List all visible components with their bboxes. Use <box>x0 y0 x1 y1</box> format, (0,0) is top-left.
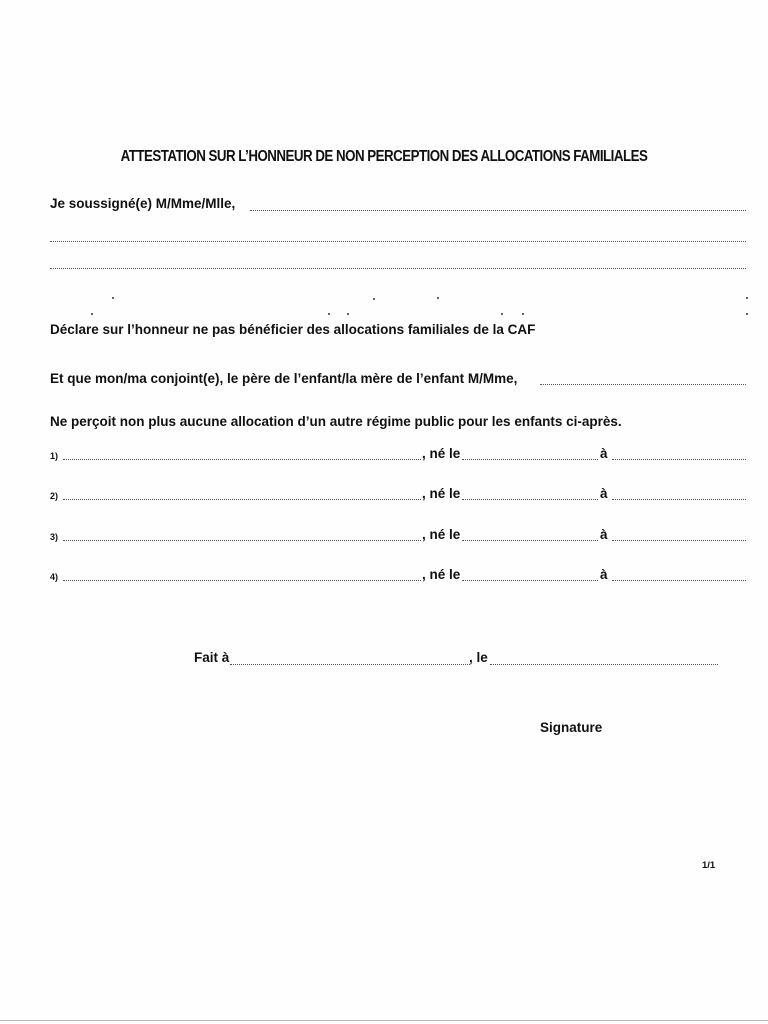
child-1-birthplace-field[interactable] <box>612 459 746 460</box>
born-on-label: , né le <box>422 486 461 501</box>
conjoint-label: Et que mon/ma conjoint(e), le père de l’enfant/la mère de l’enfant M/Mme, <box>50 371 518 386</box>
child-number: 4) <box>50 572 59 582</box>
scan-bottom-edge <box>0 1020 768 1021</box>
address-field-line-2[interactable] <box>50 268 746 269</box>
born-on-label: , né le <box>422 567 461 582</box>
child-4-birthdate-field[interactable] <box>462 580 598 581</box>
child-2-birthplace-field[interactable] <box>612 499 746 500</box>
child-number: 3) <box>50 532 59 542</box>
place-label: Fait à <box>194 650 230 665</box>
scan-speck <box>501 313 503 315</box>
address-field-line-1[interactable] <box>50 241 746 242</box>
born-on-label: , né le <box>422 527 461 542</box>
declaration-text: Déclare sur l’honneur ne pas bénéficier des allocations familiales de la CAF <box>50 322 536 337</box>
conjoint-name-field[interactable] <box>540 384 746 385</box>
birthplace-label: à <box>600 527 608 542</box>
date-label: , le <box>469 650 488 665</box>
birthplace-label: à <box>600 486 608 501</box>
signature-label: Signature <box>540 720 603 735</box>
child-3-birthdate-field[interactable] <box>462 540 598 541</box>
scan-speck <box>437 297 439 299</box>
born-on-label: , né le <box>422 446 461 461</box>
page-number: 1/1 <box>702 860 716 871</box>
child-2-name-field[interactable] <box>63 499 421 500</box>
soussigne-label: Je soussigné(e) M/Mme/Mlle, <box>50 196 236 211</box>
name-field[interactable] <box>250 210 746 211</box>
scan-speck <box>746 297 748 299</box>
non-perception-text: Ne perçoit non plus aucune allocation d’un autre régime public pour les enfants ci-après. <box>50 414 622 429</box>
birthplace-label: à <box>600 446 608 461</box>
scan-speck <box>347 313 349 315</box>
signing-place-field[interactable] <box>230 664 470 665</box>
child-2-birthdate-field[interactable] <box>462 499 598 500</box>
child-3-birthplace-field[interactable] <box>612 540 746 541</box>
scan-speck <box>746 313 748 315</box>
child-3-name-field[interactable] <box>63 540 421 541</box>
child-number: 1) <box>50 451 59 461</box>
scan-speck <box>112 297 114 299</box>
child-1-name-field[interactable] <box>63 459 421 460</box>
child-1-birthdate-field[interactable] <box>462 459 598 460</box>
signing-date-field[interactable] <box>490 664 718 665</box>
child-4-birthplace-field[interactable] <box>612 580 746 581</box>
birthplace-label: à <box>600 567 608 582</box>
child-4-name-field[interactable] <box>63 580 421 581</box>
scan-speck <box>91 313 93 315</box>
scan-speck <box>328 313 330 315</box>
child-number: 2) <box>50 491 59 501</box>
scan-speck <box>373 298 375 300</box>
document-title: ATTESTATION SUR L’HONNEUR DE NON PERCEPTION DES ALLOCATIONS FAMILIALES <box>120 148 648 165</box>
scan-speck <box>522 313 524 315</box>
